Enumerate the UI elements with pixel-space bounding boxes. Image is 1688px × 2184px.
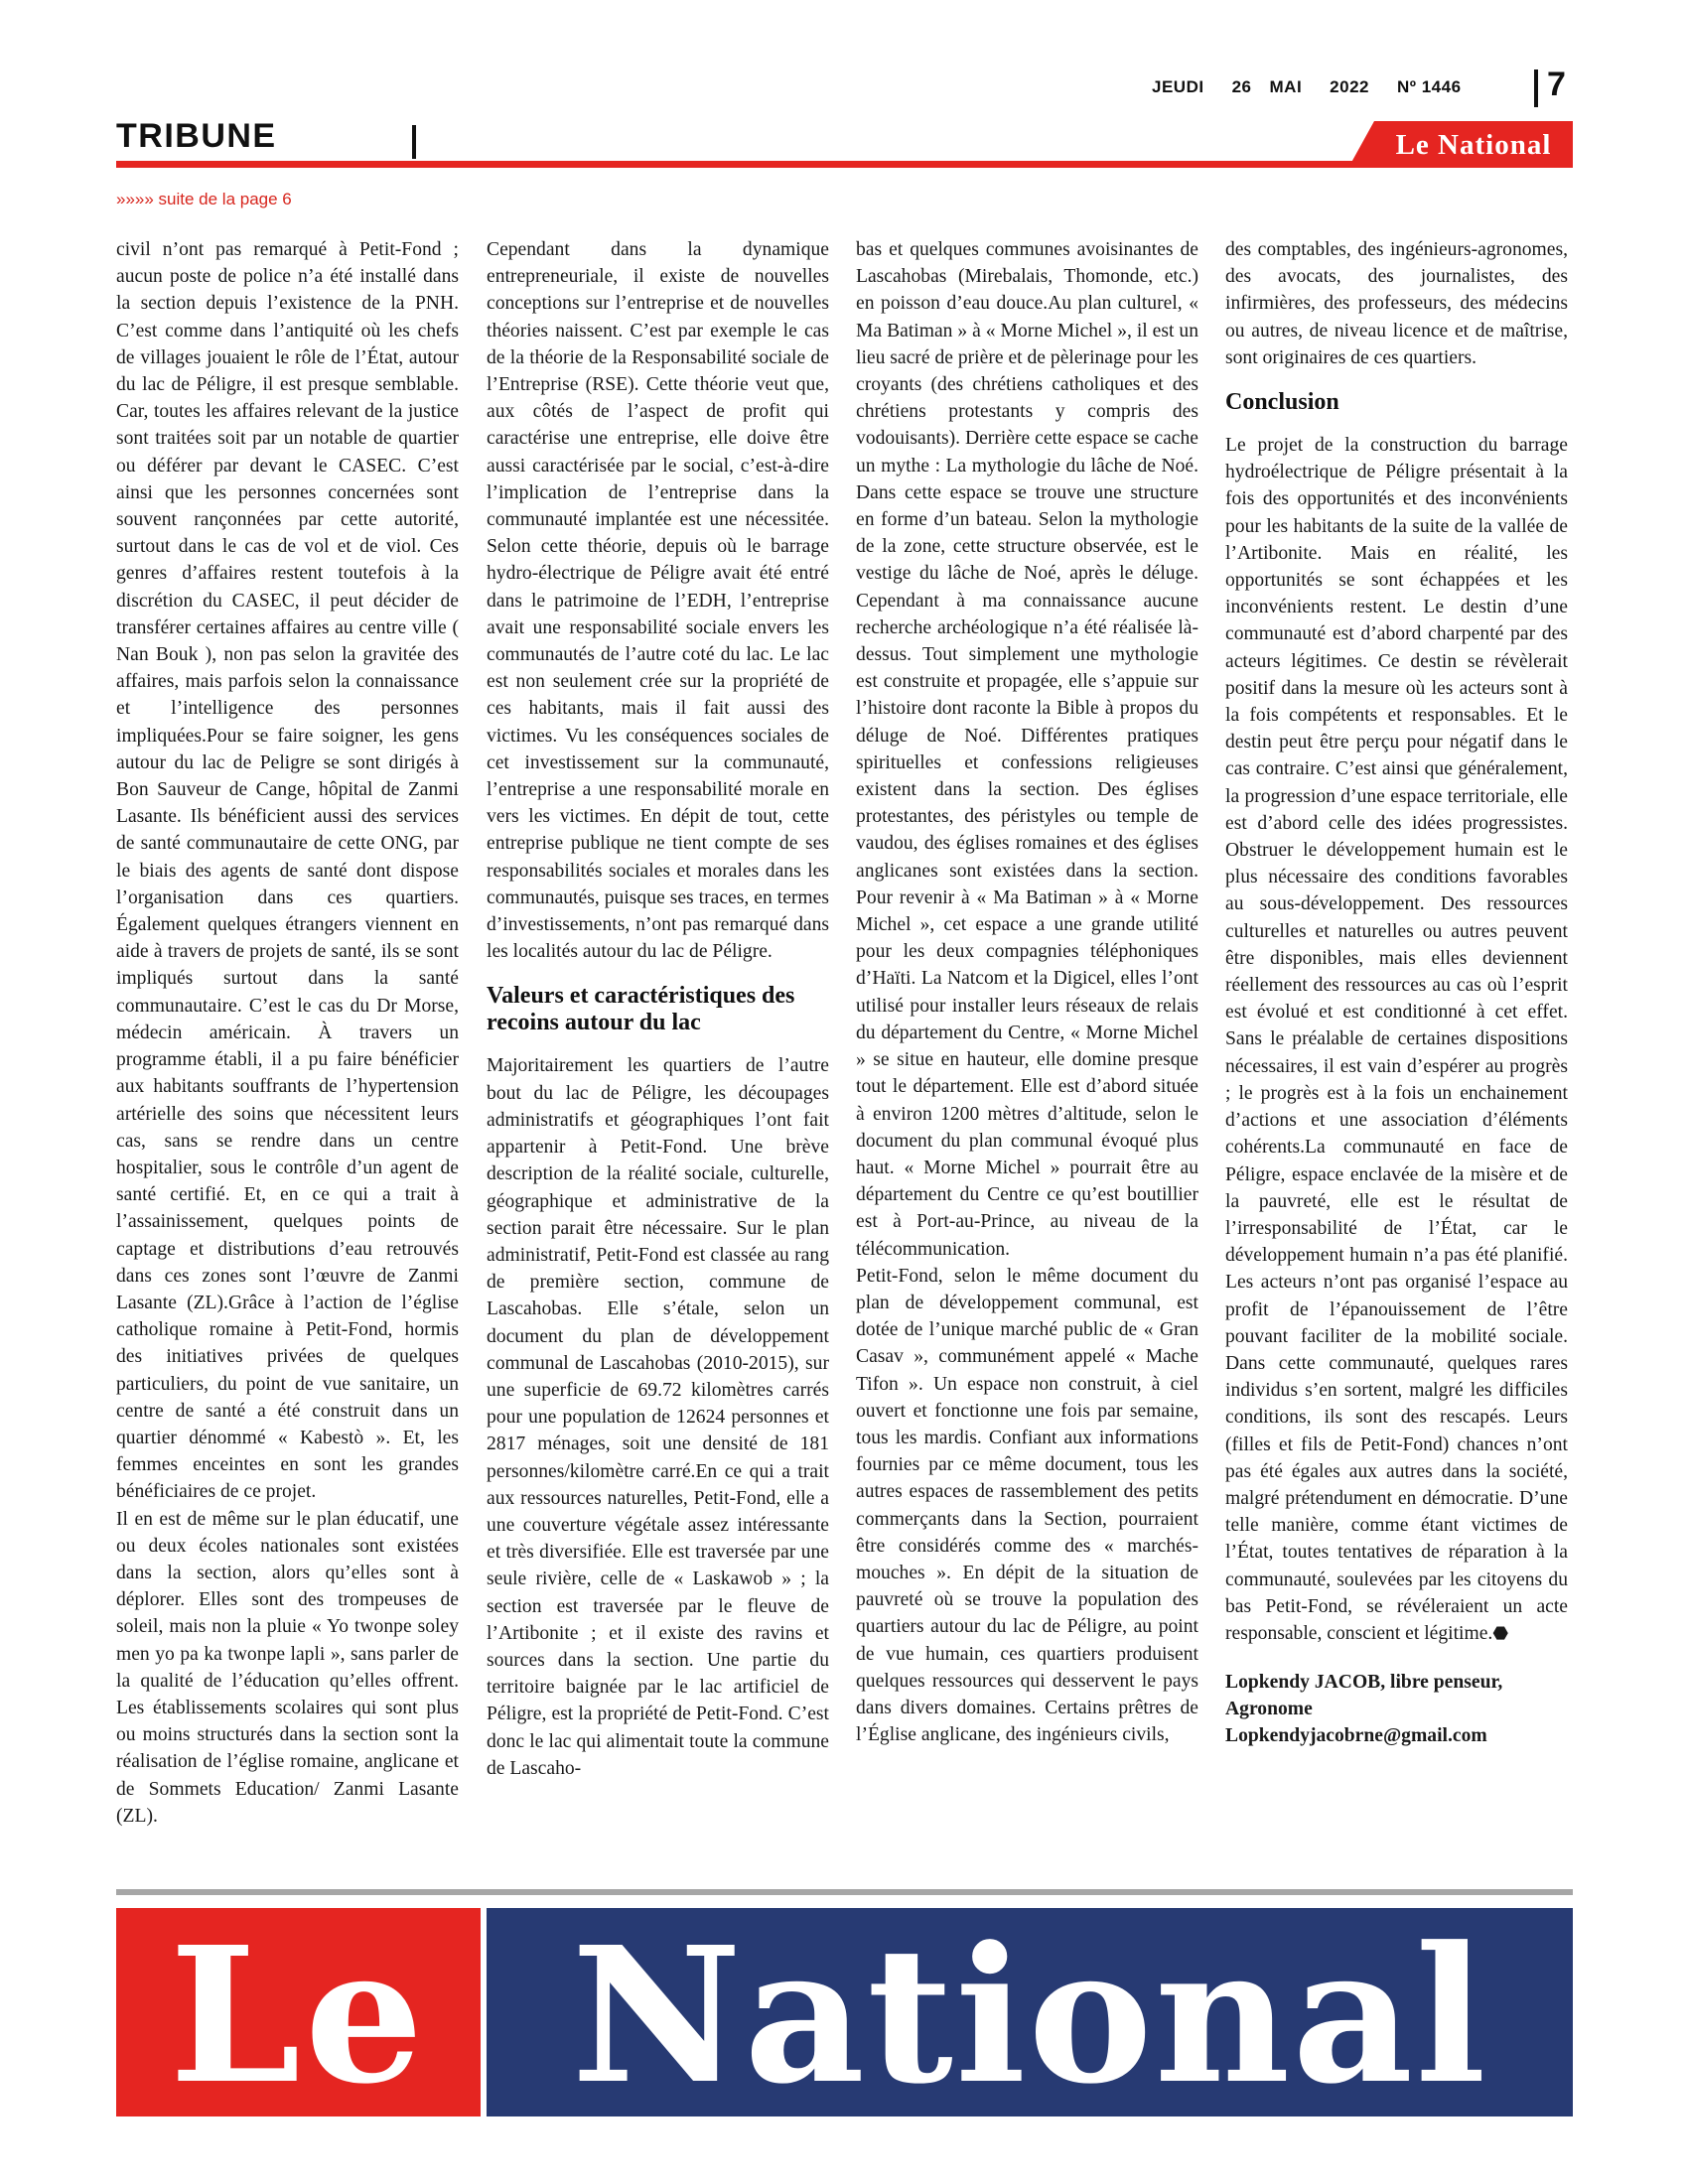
section-title-divider [412, 125, 416, 159]
author-email[interactable]: Lopkendyjacobrne@gmail.com [1225, 1725, 1487, 1747]
conclusion-text: Le projet de la construction du barrage hydroélectrique de Péligre présentait à la fois des opportunités et des inconvénients pour les habitants de la suite de la vallée de l’Artibonite. Mais en réalité, les opportunités se sont échappées et les inconvénients restent. Le destin d’une communauté est d’abord charpenté par des acteurs légitimes. Ce destin se révèlerait positif dans la mesure où les acteurs sont à la fois compétents et responsables. Et le destin peut être perçu pour négatif dans le cas contraire. C’est ainsi que généralement, la progression d’une espace territoriale, elle est d’abord celle des idées progressistes. Obstruer le développement humain est le plus nécessaire des conditions favorables au sous-développement. Des ressources culturelles et naturelles ou autres peuvent être disponibles, mais elles deviennent réellement des ressources au cas où l’esprit est évolué et est conditionné à cet effet. Sans le préalable de certaines dispositions nécessaires, il est vain d’espérer au progrès ; le progrès est à la fois un enchainement d’actions et une association d’éléments cohérents.La communauté en face de Péligre, espace enclavée de la misère et de la pauvreté, elle est le résultat de l’irresponsabilité de l’État, car le développement humain n’a pas été planifié. Les acteurs n’ont pas organisé l’espace au profit de l’épanouissement de l’être pouvant faciliter de la mobilité sociale. Dans cette communauté, quelques rares individus s’en sortent, malgré les difficiles conditions, ils sont des rescapés. Leurs (filles et fils de Petit-Fond) chances n’ont pas été égales aux autres dans la société, malgré prétendument en démocratie. D’une telle manière, comme étant victimes de l’État, toutes tentatives de réparation à la communauté, soulevées par les citoyens du bas Petit-Fond, se révéleraient un acte responsable, conscient et légitime. [1225, 435, 1568, 1644]
paragraph: bas et quelques communes avoisinantes de Lascahobas (Mirebalais, Thomonde, etc.) en poisson d’eau douce.Au plan culturel, « Ma Batiman » à « Morne Michel », il est un lieu sacré de prière et de pèlerinage pour les croyants (des chrétiens catholiques et des chrétiens protestants y compris des vodouisants). Derrière cette espace se cache un mythe : La mythologie du lâche de Noé. Dans cette espace se trouve une structure en forme d’un bateau. Selon la mythologie de la zone, cette structure observée, est le vestige du lâche de Noé, après le déluge. Cependant à ma connaissance aucune recherche archéologique n’a été réalisée là-dessus. Tout simplement une mythologie est construite et propagée, elle s’appuie sur l’histoire dont raconte la Bible à propos du déluge de Noé. Différentes pratiques spirituelles et confessions religieuses existent dans la section. Des églises protestantes, des péristyles ou temple de vaudou, des églises romaines et des églises anglicanes sont existées dans la section. Pour revenir à « Ma Batiman » à « Morne Michel », cet espace a une grande utilité pour les deux compagnies téléphoniques d’Haïti. La Natcom et la Digicel, elles l’ont utilisé pour installer leurs réseaux de relais du département du Centre, « Morne Michel » se situe en hauteur, elle domine presque tout le département. Elle est d’abord située à environ 1200 mètres d’altitude, selon le document du plan communal évoqué plus haut. « Morne Michel » pourrait être au département du Centre ce qu’est boutillier est à Port-au-Prince, au niveau de la télécommunication. [856, 239, 1198, 1260]
issue-date [1152, 77, 1489, 97]
subheading: Valeurs et caractéristiques des recoins autour du lac [487, 983, 795, 1036]
article-column-2 [487, 236, 829, 1782]
footer-logo [116, 1906, 1573, 2125]
logo-text-right: National [571, 1906, 1488, 2125]
author-name: Lopkendy JACOB, libre penseur, Agronome [1225, 1672, 1503, 1720]
paragraph [1225, 432, 1568, 1647]
footer-gray-rule [116, 1889, 1573, 1895]
brand-tab-label: Le National [1395, 129, 1552, 161]
subheading: Conclusion [1225, 389, 1339, 416]
date-day: JEUDI [1152, 77, 1204, 96]
continued-from-note: »»»» suite de la page 6 [116, 190, 292, 208]
date-number: 26 [1231, 77, 1252, 96]
paragraph: civil n’ont pas remarqué à Petit-Fond ; aucun poste de police n’a été installé dans la section depuis l’existence de la PNH. C’est comme dans l’antiquité où les chefs de villages jouaient le rôle de l’État, autour du lac de Péligre, il est presque semblable. Car, toutes les affaires relevant de la justice sont traitées soit par un notable de quartier ou déférer par devant le CASEC. C’est ainsi que les personnes concernées sont souvent rançonnées par cette autorité, surtout dans le cas de vol et de viol. Ces genres d’affaires restent toutefois à la discrétion du CASEC, il peut décider de transférer certaines affaires au centre ville ( Nan Bouk ), non pas selon la gravitée des affaires, mais parfois selon la connaissance et l’intelligence des personnes impliquées.Pour se faire soigner, les gens autour du lac de Peligre se sont dirigés à Bon Sauveur de Cange, hôpital de Zanmi Lasante. Ils bénéficient aussi des services de santé communautaire de cette ONG, par le biais des agents de santé dont dispose l’organisation dans ces quartiers. Également quelques étrangers viennent en aide à travers de projets de santé, ils se sont impliqués surtout dans la santé communautaire. C’est le cas du Dr Morse, médecin américain. À travers un programme établi, il a pu faire bénéficier aux habitants souffrants de l’hypertension artérielle des soins que nécessitent leurs cas, sans se rendre dans un centre hospitalier, sous le contrôle d’un agent de santé certifié. Et, en ce qui a trait à l’assainissement, quelques points de captage et distributions d’eau retrouvés dans ces zones sont l’œuvre de Zanmi Lasante (ZL).Grâce à l’action de l’église catholique romaine à Petit-Fond, hormis des initiatives privées de quelques particuliers, du point de vue sanitaire, un centre de santé a été construit dans un quartier dénommé « Kabestò ». Et, les femmes enceintes en sont les grandes bénéficiaires de ce projet. [116, 239, 459, 1503]
article-column-3 [856, 236, 1198, 1748]
date-year: 2022 [1330, 77, 1369, 96]
paragraph: Majoritairement les quartiers de l’autre bout du lac de Péligre, les découpages administratifs et géographiques l’ont fait appartenir à Petit-Fond. Une brève description de la réalité sociale, culturelle, géographique et administrative de la section parait être nécessaire. Sur le plan administratif, Petit-Fond est classée au rang de première section, commune de Lascahobas. Elle s’étale, selon un document du plan de développement communal de Lascahobas (2010-2015), sur une superficie de 69.72 kilomètres carrés pour une population de 12624 personnes et 2817 ménages, soit une densité de 181 personnes/kilomètre carré.En ce qui a trait aux ressources naturelles, Petit-Fond, elle a une couverture végétale assez intéressante et très diversifiée. Elle est traversée par une seule rivière, celle de « Laskawob » ; la section est traversée par le fleuve de l’Artibonite ; et il existe des ravins et sources dans la section. Une partie du territoire baignée par le lac artificiel de Péligre, est la propriété de Petit-Fond. C’est donc le lac qui alimentait toute la commune de Lascaho- [487, 1055, 829, 1779]
page-number-divider [1534, 69, 1538, 107]
article-column-1 [116, 236, 459, 1830]
author-signature [1225, 1669, 1568, 1749]
paragraph: Il en est de même sur le plan éducatif, une ou deux écoles nationales sont existées dans la section, alors qu’elles sont à déplorer. Elles sont des trompeuses de soleil, mais non la pluie « Yo twonpe soley men yo pa ka twonpe lapli », sans parler de la qualité de l’éducation qu’elles offrent. Les établissements scolaires qui sont plus ou moins structurés dans la section sont la réalisation de l’église romaine, anglicane et de Sommets Education/ Zanmi Lasante (ZL). [116, 1508, 459, 1827]
section-title: TRIBUNE [116, 117, 277, 155]
paragraph: des comptables, des ingénieurs-agronomes, des avocats, des journalistes, des infirmières, des professeurs, des médecins ou autres, de niveau licence et de maîtrise, sont originaires de ces quartiers. [1225, 239, 1568, 368]
page-number: 7 [1547, 66, 1566, 103]
issue-number: Nº 1446 [1397, 77, 1462, 96]
article-column-4 [1225, 236, 1568, 1749]
date-month: MAI [1269, 77, 1303, 96]
logo-text-left: Le [169, 1906, 428, 2125]
paragraph: Cependant dans la dynamique entrepreneuriale, il existe de nouvelles conceptions sur l’entreprise et de nouvelles théories naissent. C’est par exemple le cas de la théorie de la Responsabilité sociale de l’Entreprise (RSE). Cette théorie veut que, aux côtés de l’aspect de profit qui caractérise une entreprise, elle doive être aussi caractérisée par le social, c’est-à-dire l’implication de l’entreprise dans la communauté implantée est une nécessitée. Selon cette théorie, depuis où le barrage hydro-électrique de Péligre avait été entré dans le patrimoine de l’EDH, l’entreprise avait une responsabilité sociale envers les communautés de l’autre coté du lac. Le lac est non seulement crée sur la propriété de ces habitants, mais il fait aussi des victimes. Vu les conséquences sociales de cet investissement sur la communauté, l’entreprise a une responsabilité morale en vers les victimes. En dépit de tout, cette entreprise publique ne tient compte de ses responsabilités sociales et morales dans les communautés, puisque ses traces, en termes d’investissements, n’ont pas remarqué dans les localités autour du lac de Péligre. [487, 239, 829, 963]
paragraph: Petit-Fond, selon le même document du plan de développement communal, est dotée de l’unique marché public de « Gran Casav », communément appelé « Mache Tifon ». Un espace non construit, à ciel ouvert et fonctionne une fois par semaine, tous les mardis. Confiant aux informations fournies par ce même document, tous les autres espaces de rassemblement des petits commerçants dans la Section, pourraient être considérés comme des « marchés-mouches ». En dépit de la situation de pauvreté où se trouve la population des quartiers autour du lac de Péligre, au point de vue humain, ces quartiers produisent quelques ressources qui desservent le pays dans divers domaines. Certains prêtres de l’Église anglicane, des ingénieurs civils, [856, 1265, 1198, 1746]
end-mark-icon: ⬣ [1492, 1622, 1509, 1643]
